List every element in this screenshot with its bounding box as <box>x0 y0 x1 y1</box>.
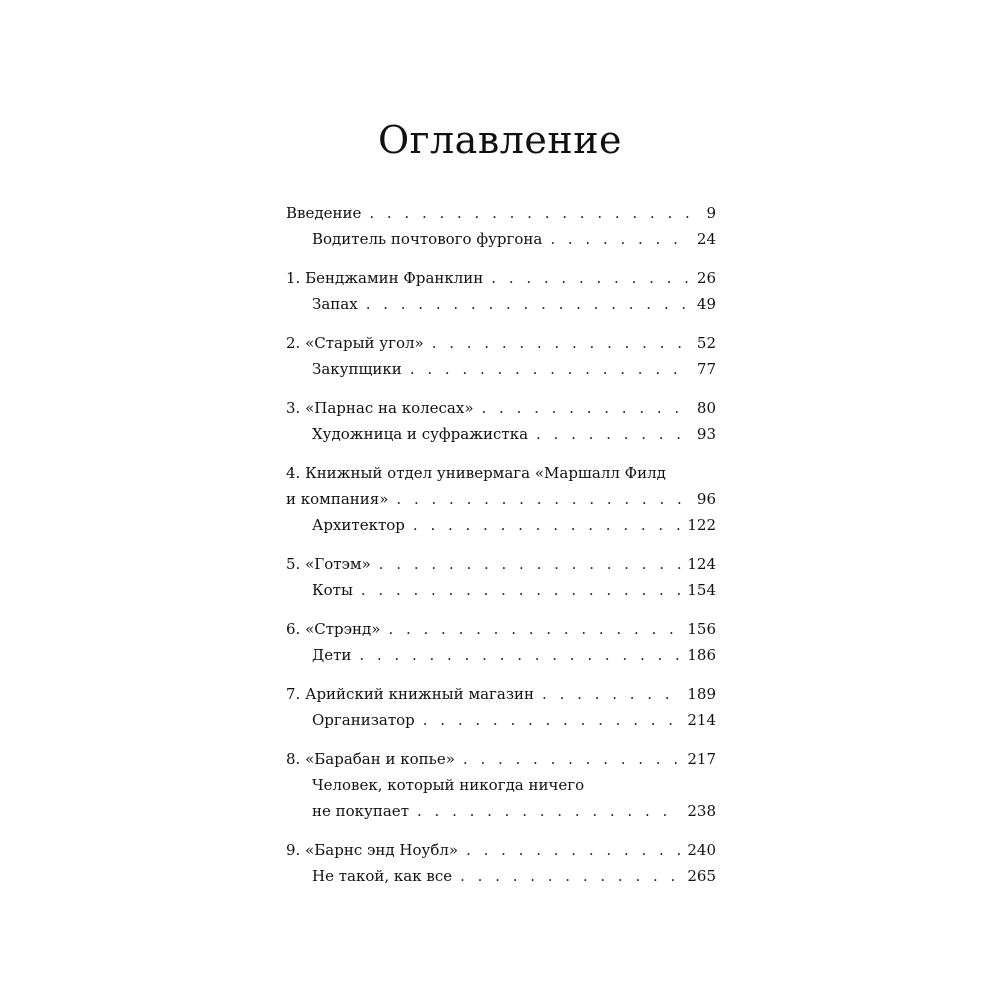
toc-subentry[interactable] <box>286 356 716 382</box>
toc-group-chapter-9 <box>286 837 716 889</box>
toc-entry-label: и компания» <box>286 490 389 508</box>
toc-entry-page: 238 <box>687 802 716 820</box>
toc-subentry[interactable] <box>286 642 716 668</box>
toc-entry-label: 3. «Парнас на колесах» <box>286 399 474 417</box>
toc-entry-page: 189 <box>687 685 716 703</box>
toc-entry-page: 217 <box>687 750 716 768</box>
toc-entry[interactable] <box>286 395 716 421</box>
toc-entry-label: 1. Бенджамин Франклин <box>286 269 484 287</box>
dot-leader <box>396 486 690 512</box>
toc-entry[interactable] <box>286 265 716 291</box>
toc-entry-label: 2. «Старый угол» <box>286 334 424 352</box>
dot-leader <box>482 395 691 421</box>
toc-subentry[interactable] <box>286 421 716 447</box>
dot-leader <box>413 512 681 538</box>
toc-subentry[interactable] <box>286 512 716 538</box>
dot-leader <box>369 200 700 226</box>
dot-leader <box>432 330 691 356</box>
toc-entry-label: Закупщики <box>312 360 402 378</box>
toc-entry-page: 214 <box>687 711 716 729</box>
dot-leader <box>542 681 681 707</box>
toc-group-chapter-5 <box>286 551 716 603</box>
toc-entry-label: не покупает <box>312 802 409 820</box>
toc-entry-page: 240 <box>687 841 716 859</box>
toc-entry[interactable] <box>286 837 716 863</box>
toc-entry-page: 24 <box>696 230 716 248</box>
toc-subentry[interactable] <box>286 707 716 733</box>
toc-group-introduction <box>286 200 716 252</box>
toc-group-chapter-8 <box>286 746 716 824</box>
toc-entry[interactable] <box>286 681 716 707</box>
toc-entry-label-line: Человек, который никогда ничего <box>312 776 585 794</box>
toc-entry-label: 6. «Стрэнд» <box>286 620 381 638</box>
toc-entry-label: Водитель почтового фургона <box>312 230 543 248</box>
dot-leader <box>359 642 681 668</box>
toc-entry-page: 77 <box>696 360 716 378</box>
toc-entry-label: Художница и суфражистка <box>312 425 529 443</box>
toc-entry-label: Введение <box>286 204 362 222</box>
toc-entry-page: 96 <box>696 490 716 508</box>
dot-leader <box>463 746 681 772</box>
toc-entry-label: Организатор <box>312 711 415 729</box>
toc-group-chapter-7 <box>286 681 716 733</box>
toc-entry[interactable] <box>286 330 716 356</box>
toc-entry-page: 52 <box>696 334 716 352</box>
toc-entry-label-line: 4. Книжный отдел универмага «Маршалл Филд <box>286 464 666 482</box>
toc-entry-page: 9 <box>706 204 716 222</box>
page-title: Оглавление <box>377 118 623 162</box>
toc-entry[interactable] <box>286 551 716 577</box>
toc-entry-label: Дети <box>312 646 352 664</box>
toc-entry-label: Не такой, как все <box>312 867 453 885</box>
toc-entry-page: 93 <box>696 425 716 443</box>
toc-entry-label: 5. «Готэм» <box>286 555 371 573</box>
dot-leader <box>423 707 682 733</box>
toc-subentry[interactable] <box>286 863 716 889</box>
toc-subentry[interactable] <box>286 577 716 603</box>
toc-entry[interactable] <box>286 616 716 642</box>
toc-subentry[interactable] <box>286 226 716 252</box>
toc-entry-page: 80 <box>696 399 716 417</box>
toc-entry-label: 9. «Барнс энд Ноубл» <box>286 841 459 859</box>
toc-group-chapter-6 <box>286 616 716 668</box>
dot-leader <box>550 226 691 252</box>
dot-leader <box>417 798 681 824</box>
toc-entry-page: 122 <box>687 516 716 534</box>
table-of-contents <box>286 200 716 902</box>
toc-entry-page: 156 <box>687 620 716 638</box>
dot-leader <box>460 863 681 889</box>
toc-entry[interactable] <box>286 200 716 226</box>
dot-leader <box>361 577 681 603</box>
toc-entry-label: Архитектор <box>312 516 405 534</box>
toc-entry[interactable] <box>286 746 716 772</box>
dot-leader <box>388 616 681 642</box>
toc-group-chapter-2 <box>286 330 716 382</box>
toc-subentry[interactable] <box>286 798 716 824</box>
dot-leader <box>491 265 691 291</box>
toc-entry-page: 154 <box>687 581 716 599</box>
toc-group-chapter-3 <box>286 395 716 447</box>
dot-leader <box>466 837 681 863</box>
toc-entry-page: 49 <box>696 295 716 313</box>
toc-entry-page: 124 <box>687 555 716 573</box>
toc-entry-page: 186 <box>687 646 716 664</box>
toc-entry-label: Запах <box>312 295 358 313</box>
toc-group-chapter-4 <box>286 460 716 538</box>
toc-entry-page: 26 <box>696 269 716 287</box>
toc-entry-label: Коты <box>312 581 353 599</box>
toc-entry-page: 265 <box>687 867 716 885</box>
dot-leader <box>536 421 691 447</box>
toc-group-chapter-1 <box>286 265 716 317</box>
toc-entry[interactable] <box>286 486 716 512</box>
toc-entry-label: 7. Арийский книжный магазин <box>286 685 535 703</box>
dot-leader <box>410 356 691 382</box>
toc-entry-label: 8. «Барабан и копье» <box>286 750 455 768</box>
dot-leader <box>379 551 682 577</box>
dot-leader <box>366 291 691 317</box>
toc-subentry[interactable] <box>286 291 716 317</box>
